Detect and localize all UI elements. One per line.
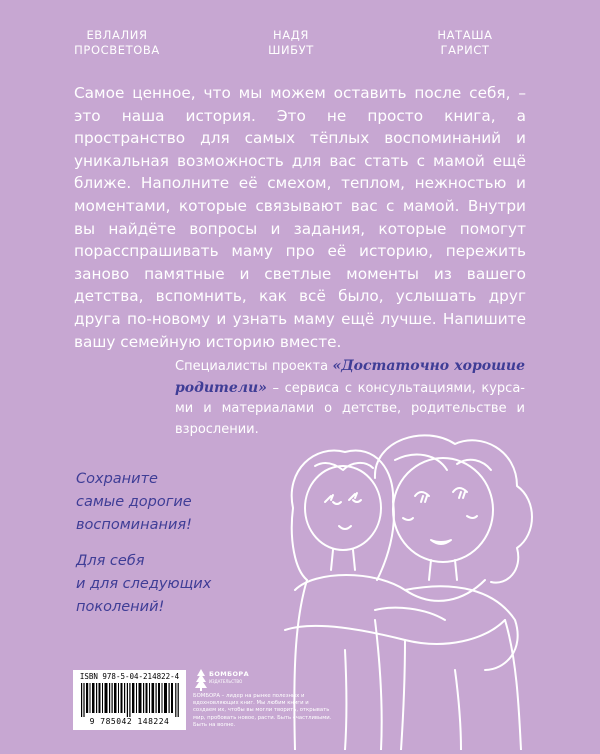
- book-description: Самое ценное, что мы можем оставить после себя, – это наша история. Это не просто книга, а пространство для самых тёплых воспоминаний и уникальная возможность для вас стать с мамой ещё ближе. Наполните её смехом, теплом, нежностью и моментами, которые связывают вас с мамой. Внутри вы найдёте вопросы и задания, которые помогут порасспрашивать маму про её историю, пережить заново памятные и светлые моменты из вашего детства, вспомнить, как всё было, услышать друг друга по-новому и узнать маму ещё лучше. Напишите вашу семейную историю вместе.: [74, 84, 526, 351]
- tagline-1-line-3: воспоминания!: [76, 517, 192, 533]
- tagline-2-line-1: Для себя: [76, 553, 145, 569]
- author-2: [236, 28, 346, 58]
- author-3: [410, 28, 520, 58]
- barcode-number: 9 785042 148224: [89, 717, 170, 726]
- authors-row: [0, 28, 600, 68]
- publisher-name: БОМБОРА: [209, 670, 250, 678]
- publisher-text: БОМБОРА – лидер на рынке полезных и вдохновляющих книг. Мы любим книги и создаем их, чтобы вы могли творить, открывать мир, пробовать новое, расти. Быть счастливыми. Быть на волне.: [193, 693, 332, 728]
- about-rest: – сервиса с консультациями, курсами и материалами о детстве, родительстве и взрослении.: [175, 380, 525, 437]
- author-2-first-name: НАДЯ: [273, 28, 309, 42]
- barcode-panel: [73, 670, 186, 730]
- mother-face: [393, 458, 493, 562]
- mother-body: [401, 640, 405, 750]
- author-1-first-name: ЕВЛАЛИЯ: [86, 28, 148, 42]
- tagline-1-line-2: самые дорогие: [76, 494, 192, 510]
- tagline-1-line-1: Сохраните: [76, 471, 158, 487]
- author-3-first-name: НАТАША: [437, 28, 493, 42]
- isbn-label: ISBN 978-5-04-214822-4: [79, 672, 180, 681]
- authors-about: [175, 356, 525, 440]
- tagline-2: [76, 550, 211, 619]
- daughter-face: [305, 466, 381, 550]
- author-3-last-name: ГАРИСТ: [440, 43, 490, 57]
- tagline-2-line-2: и для следующих: [76, 576, 212, 592]
- tagline-1: [76, 468, 192, 537]
- author-1: [62, 28, 172, 58]
- author-2-last-name: ШИБУТ: [268, 43, 314, 57]
- barcode-icon: [81, 683, 179, 717]
- project-name: «Достаточно хорошие родители»: [175, 358, 525, 396]
- author-1-last-name: ПРОСВЕТОВА: [74, 43, 160, 57]
- about-lead: Специалисты проекта: [175, 359, 333, 374]
- tagline-2-line-3: поколений!: [76, 599, 165, 615]
- publisher-sub: ИЗДАТЕЛЬСТВО: [209, 679, 243, 684]
